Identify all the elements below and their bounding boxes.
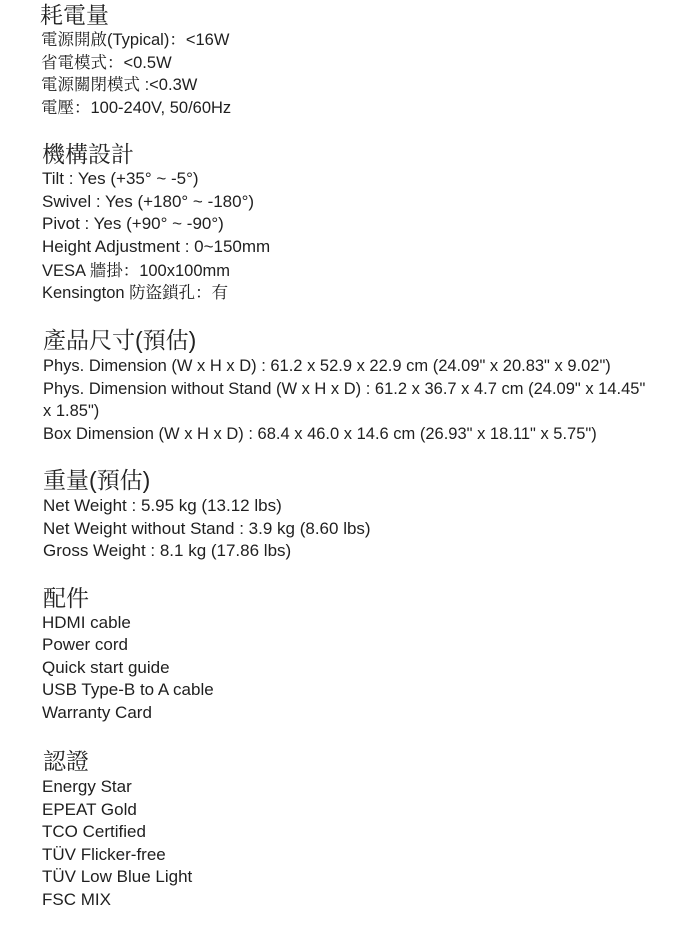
power-on-line: 電源開啟(Typical)：<16W	[41, 31, 230, 49]
accessories-heading: 配件	[43, 585, 89, 611]
certification-item: FSC MIX	[42, 890, 111, 909]
certification-item: EPEAT Gold	[42, 800, 137, 819]
net-weight-line: Net Weight : 5.95 kg (13.12 lbs)	[43, 496, 282, 515]
certification-item: TÜV Flicker-free	[42, 845, 166, 864]
vesa-line: VESA 牆掛：100x100mm	[42, 262, 230, 280]
voltage-line: 電壓：100-240V, 50/60Hz	[41, 99, 232, 117]
kensington-line: Kensington 防盜鎖孔：有	[42, 284, 229, 302]
pivot-line: Pivot : Yes (+90° ~ -90°)	[42, 214, 224, 233]
accessory-item: USB Type-B to A cable	[42, 680, 214, 699]
power-heading: 耗電量	[40, 2, 109, 28]
accessory-item: Quick start guide	[42, 658, 170, 677]
phys-dimension-line: Phys. Dimension (W x H x D) : 61.2 x 52.9 x 22.9 cm (24.09" x 20.83" x 9.02")	[43, 357, 611, 375]
dimensions-heading: 產品尺寸(預估)	[43, 327, 197, 353]
weight-heading: 重量(預估)	[43, 467, 151, 493]
phys-dimension-without-stand-line: Phys. Dimension without Stand (W x H x D) : 61.2 x 36.7 x 4.7 cm (24.09" x 14.45" x 1.85")	[43, 380, 646, 420]
certification-item: TÜV Low Blue Light	[42, 867, 193, 886]
swivel-line: Swivel : Yes (+180° ~ -180°)	[42, 192, 255, 211]
box-dimension-line: Box Dimension (W x H x D) : 68.4 x 46.0 x 14.6 cm (26.93" x 18.11" x 5.75")	[43, 425, 597, 443]
power-saving-line: 省電模式：<0.5W	[41, 54, 172, 72]
accessory-item: Power cord	[42, 635, 128, 654]
certification-item: TCO Certified	[42, 822, 146, 841]
gross-weight-line: Gross Weight : 8.1 kg (17.86 lbs)	[43, 541, 292, 560]
height-adjustment-line: Height Adjustment : 0~150mm	[42, 237, 271, 256]
accessory-item: Warranty Card	[42, 703, 152, 722]
power-off-line: 電源關閉模式 :<0.3W	[41, 76, 198, 94]
accessory-item: HDMI cable	[42, 613, 131, 632]
certifications-heading: 認證	[43, 748, 89, 774]
certification-item: Energy Star	[42, 777, 132, 796]
net-weight-without-stand-line: Net Weight without Stand : 3.9 kg (8.60 lbs)	[43, 519, 371, 538]
mechanical-heading: 機構設計	[42, 141, 134, 167]
tilt-line: Tilt : Yes (+35° ~ -5°)	[42, 169, 199, 188]
